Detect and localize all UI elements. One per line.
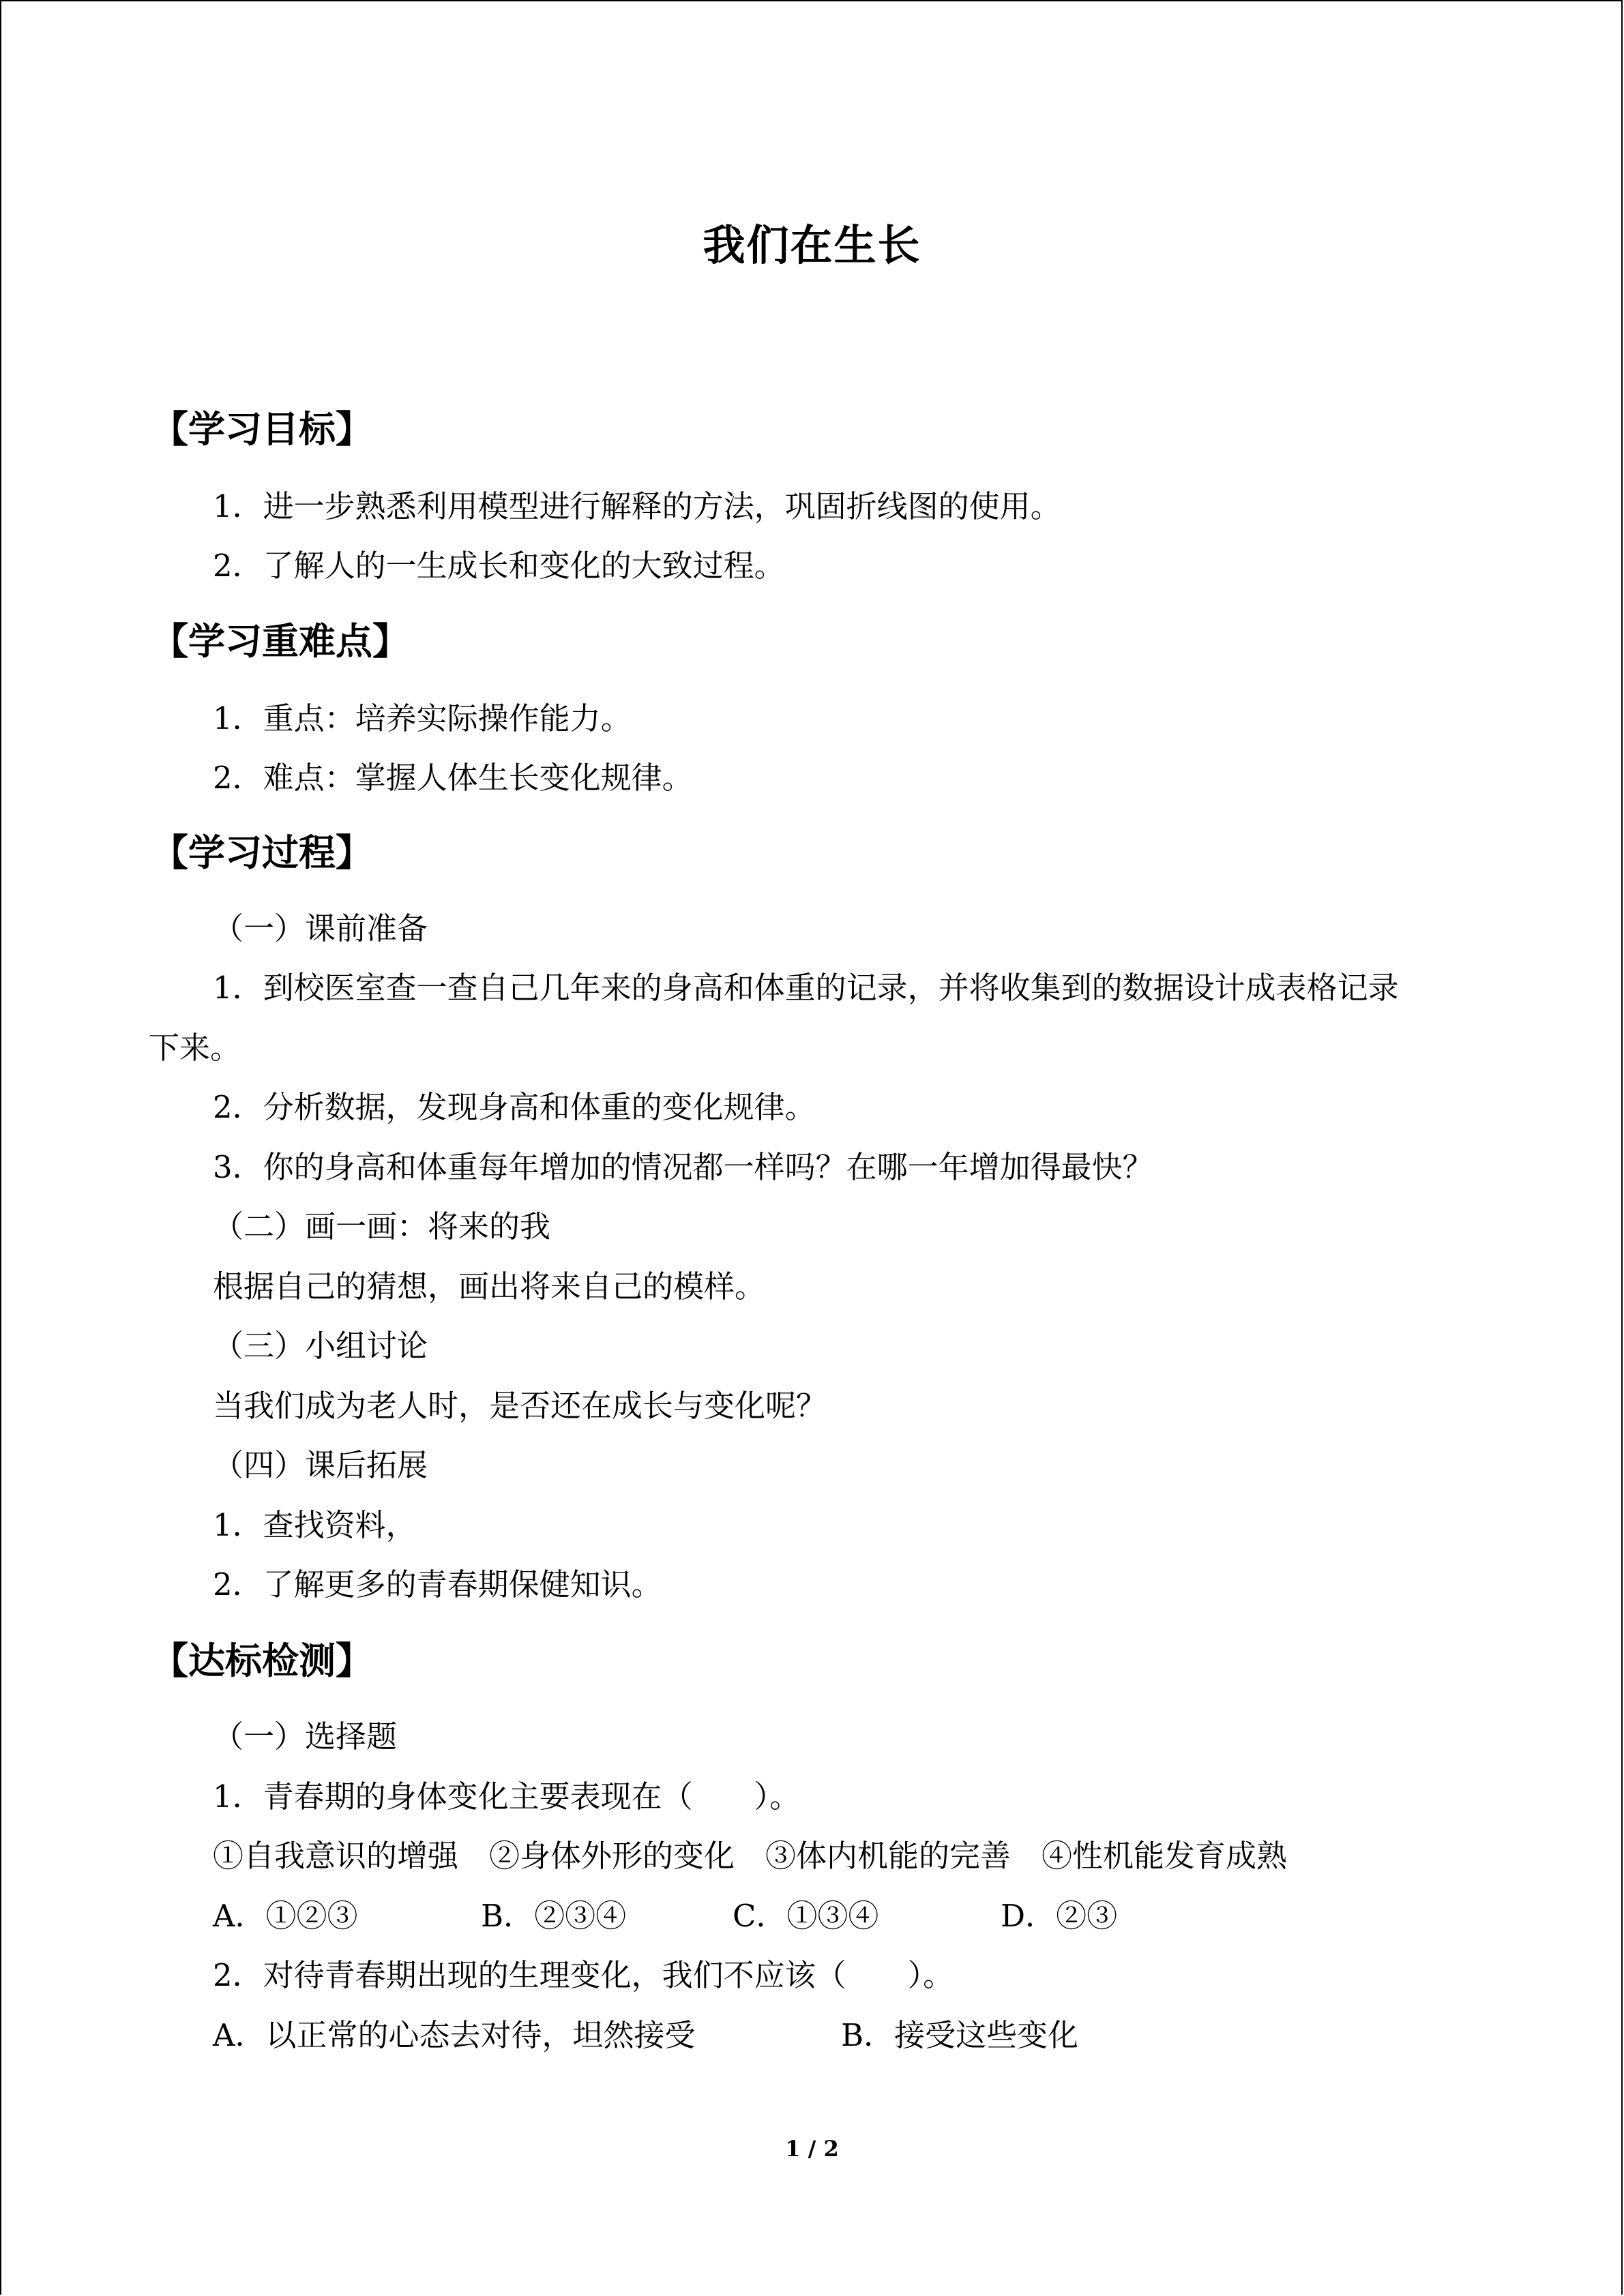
process-part3-title: （三）小组讨论 xyxy=(213,1328,428,1364)
key-point-item-2: 2．难点：掌握人体生长变化规律。 xyxy=(213,760,693,796)
document-title: 我们在生长 xyxy=(703,220,921,270)
process-part1-item2: 2．分析数据，发现身高和体重的变化规律。 xyxy=(213,1089,816,1125)
process-part1-item1-line1: 1．到校医室查一查自己几年来的身高和体重的记录，并将收集到的数据设计成表格记录 xyxy=(213,970,1399,1006)
question-1-option-b: B．②③④ xyxy=(481,1898,627,1934)
process-part1-item3: 3．你的身高和体重每年增加的情况都一样吗？在哪一年增加得最快？ xyxy=(213,1149,1153,1185)
process-part2-title: （二）画一画：将来的我 xyxy=(213,1208,551,1244)
process-part4-item1: 1．查找资料， xyxy=(213,1507,417,1543)
process-part2-text: 根据自己的猜想，画出将来自己的模样。 xyxy=(213,1268,766,1304)
objective-item-1: 1．进一步熟悉利用模型进行解释的方法，巩固折线图的使用。 xyxy=(213,488,1061,524)
question-2-option-a: A．以正常的心态去对待，坦然接受 xyxy=(213,2017,696,2053)
page-number: 1 / 2 xyxy=(785,2136,839,2162)
question-2-stem: 2．对待青春期出现的生理变化，我们不应该（ ）。 xyxy=(213,1957,954,1993)
process-part1-item1-line2: 下来。 xyxy=(149,1030,241,1066)
objective-item-2: 2．了解人的一生成长和变化的大致过程。 xyxy=(213,548,785,584)
key-point-item-1: 1．重点：培养实际操作能力。 xyxy=(213,700,632,736)
question-1-option-a: A．①②③ xyxy=(213,1898,358,1934)
question-1-option-c: C．①③④ xyxy=(733,1898,879,1934)
heading-assessment: 【达标检测】 xyxy=(151,1639,372,1682)
process-part1-title: （一）课前准备 xyxy=(213,910,428,946)
question-2-option-b: B．接受这些变化 xyxy=(841,2017,1079,2053)
question-1-stem: 1．青春期的身体变化主要表现在（ ）。 xyxy=(213,1778,801,1815)
heading-objectives: 【学习目标】 xyxy=(151,408,372,451)
heading-key-points: 【学习重难点】 xyxy=(151,620,409,663)
heading-process: 【学习过程】 xyxy=(151,831,372,874)
question-1-option-d: D．②③ xyxy=(1001,1898,1118,1934)
question-1-statements: ①自我意识的增强 ②身体外形的变化 ③体内机能的完善 ④性机能发育成熟 xyxy=(213,1838,1288,1874)
assessment-part1-title: （一）选择题 xyxy=(213,1718,398,1755)
process-part3-text: 当我们成为老人时，是否还在成长与变化呢？ xyxy=(213,1388,827,1424)
process-part4-title: （四）课后拓展 xyxy=(213,1447,428,1483)
process-part4-item2: 2．了解更多的青春期保健知识。 xyxy=(213,1566,662,1602)
